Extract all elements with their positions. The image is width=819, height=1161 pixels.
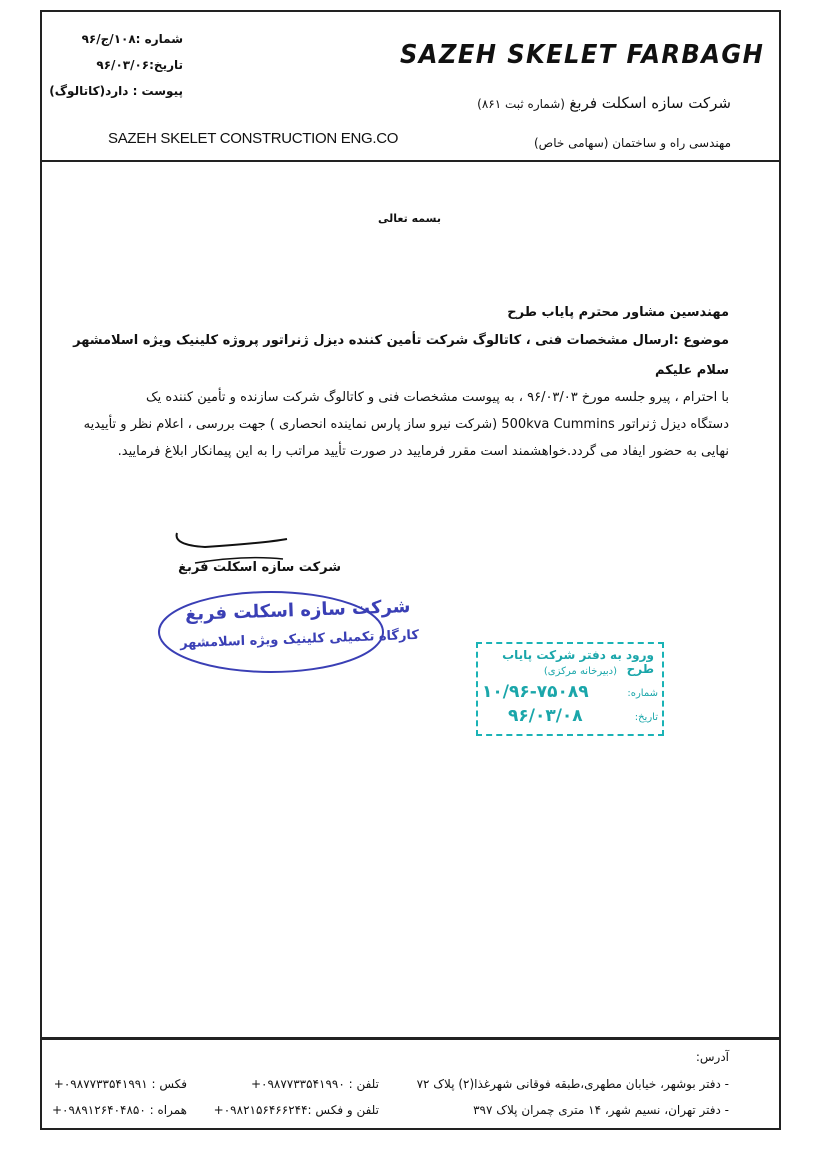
letter-attachment: پیوست : دارد(کاتالوگ) [49,84,183,98]
registration-stamp [476,642,664,736]
tehran-mobile: همراه : ۰۹۸۹۱۲۶۴۰۴۸۵۰+ [51,1103,187,1117]
company-seal-line-1: شرکت سازه اسکلت فربغ [184,596,411,625]
basmala: بسمه تعالی [378,212,441,225]
brand-name: SAZEH SKELET FARBAGH [400,40,765,70]
registration-number-label: شماره: [627,688,658,699]
body-line-2: دستگاه دیزل ژنراتور 500kva Cummins (شرکت نیرو ساز پارس نماینده انحصاری ) جهت بررسی ، اعلام نظر و تأییدیه [83,417,729,432]
signature-company: شرکت سازه اسکلت فربغ [178,560,341,575]
bushehr-phone: تلفن : ۰۹۸۷۷۳۳۵۴۱۹۹۰+ [250,1077,379,1091]
greeting: سلام علیکم [655,363,729,378]
page-border [40,10,781,1130]
tehran-address: - دفتر تهران، نسیم شهر، ۱۴ متری چمران پلاک ۳۹۷ [473,1103,729,1117]
body-line-3: نهایی به حضور ایفاد می گردد.خواهشمند است مقرر فرمایید در صورت تأیید مراتب را به این پیمانکار ابلاغ فرمایید. [117,444,729,459]
registration-date-value: ۹۶/۰۳/۰۸ [508,706,583,726]
bushehr-fax: فکس : ۰۹۸۷۷۳۳۵۴۱۹۹۱+ [53,1077,187,1091]
address-label: آدرس: [695,1050,729,1064]
letter-date: تاریخ:۹۶/۰۳/۰۶ [96,58,183,72]
handwritten-signature [165,525,305,585]
registration-number-value: ۱۰/۹۶-۷۵۰۸۹ [482,682,589,702]
company-name-fa [477,94,731,112]
registration-number: (شماره ثبت ۸۶۱) [477,97,565,111]
letter-number: شماره :۱۰۸/ج/۹۶ [81,32,183,46]
company-name-en: SAZEH SKELET CONSTRUCTION ENG.CO [108,130,399,147]
bushehr-address: - دفتر بوشهر، خیابان مطهری،طبقه فوقانی شهرغذا(۲) پلاک ۷۲ [416,1077,729,1091]
company-seal-line-2: کارگاه تکمیلی کلینیک ویژه اسلامشهر [179,627,420,652]
registration-date-label: تاریخ: [634,712,658,723]
registration-stamp-subtitle: (دبیرخانه مرکزی) [543,666,617,677]
addressee: مهندسین مشاور محترم پایاب طرح [507,305,729,320]
footer-divider [40,1037,781,1040]
company-name: شرکت سازه اسکلت فربغ [569,94,731,112]
tehran-phone-fax: تلفن و فکس :۰۹۸۲۱۵۶۴۶۶۲۴۴+ [213,1103,379,1117]
subject: موضوع :ارسال مشخصات فنی ، کاتالوگ شرکت تأمین کننده دیزل ژنراتور پروژه کلینیک ویژه اسلامشهر [73,333,729,348]
header-divider [40,160,781,162]
registration-stamp-title: ورود به دفتر شرکت پایاب طرح [502,648,654,676]
body-line-1: با احترام ، پیرو جلسه مورخ ۹۶/۰۳/۰۳ ، به پیوست مشخصات فنی و کاتالوگ شرکت سازنده و تأمین کننده یک [146,390,729,405]
company-subtitle: مهندسی راه و ساختمان (سهامی خاص) [534,136,731,150]
